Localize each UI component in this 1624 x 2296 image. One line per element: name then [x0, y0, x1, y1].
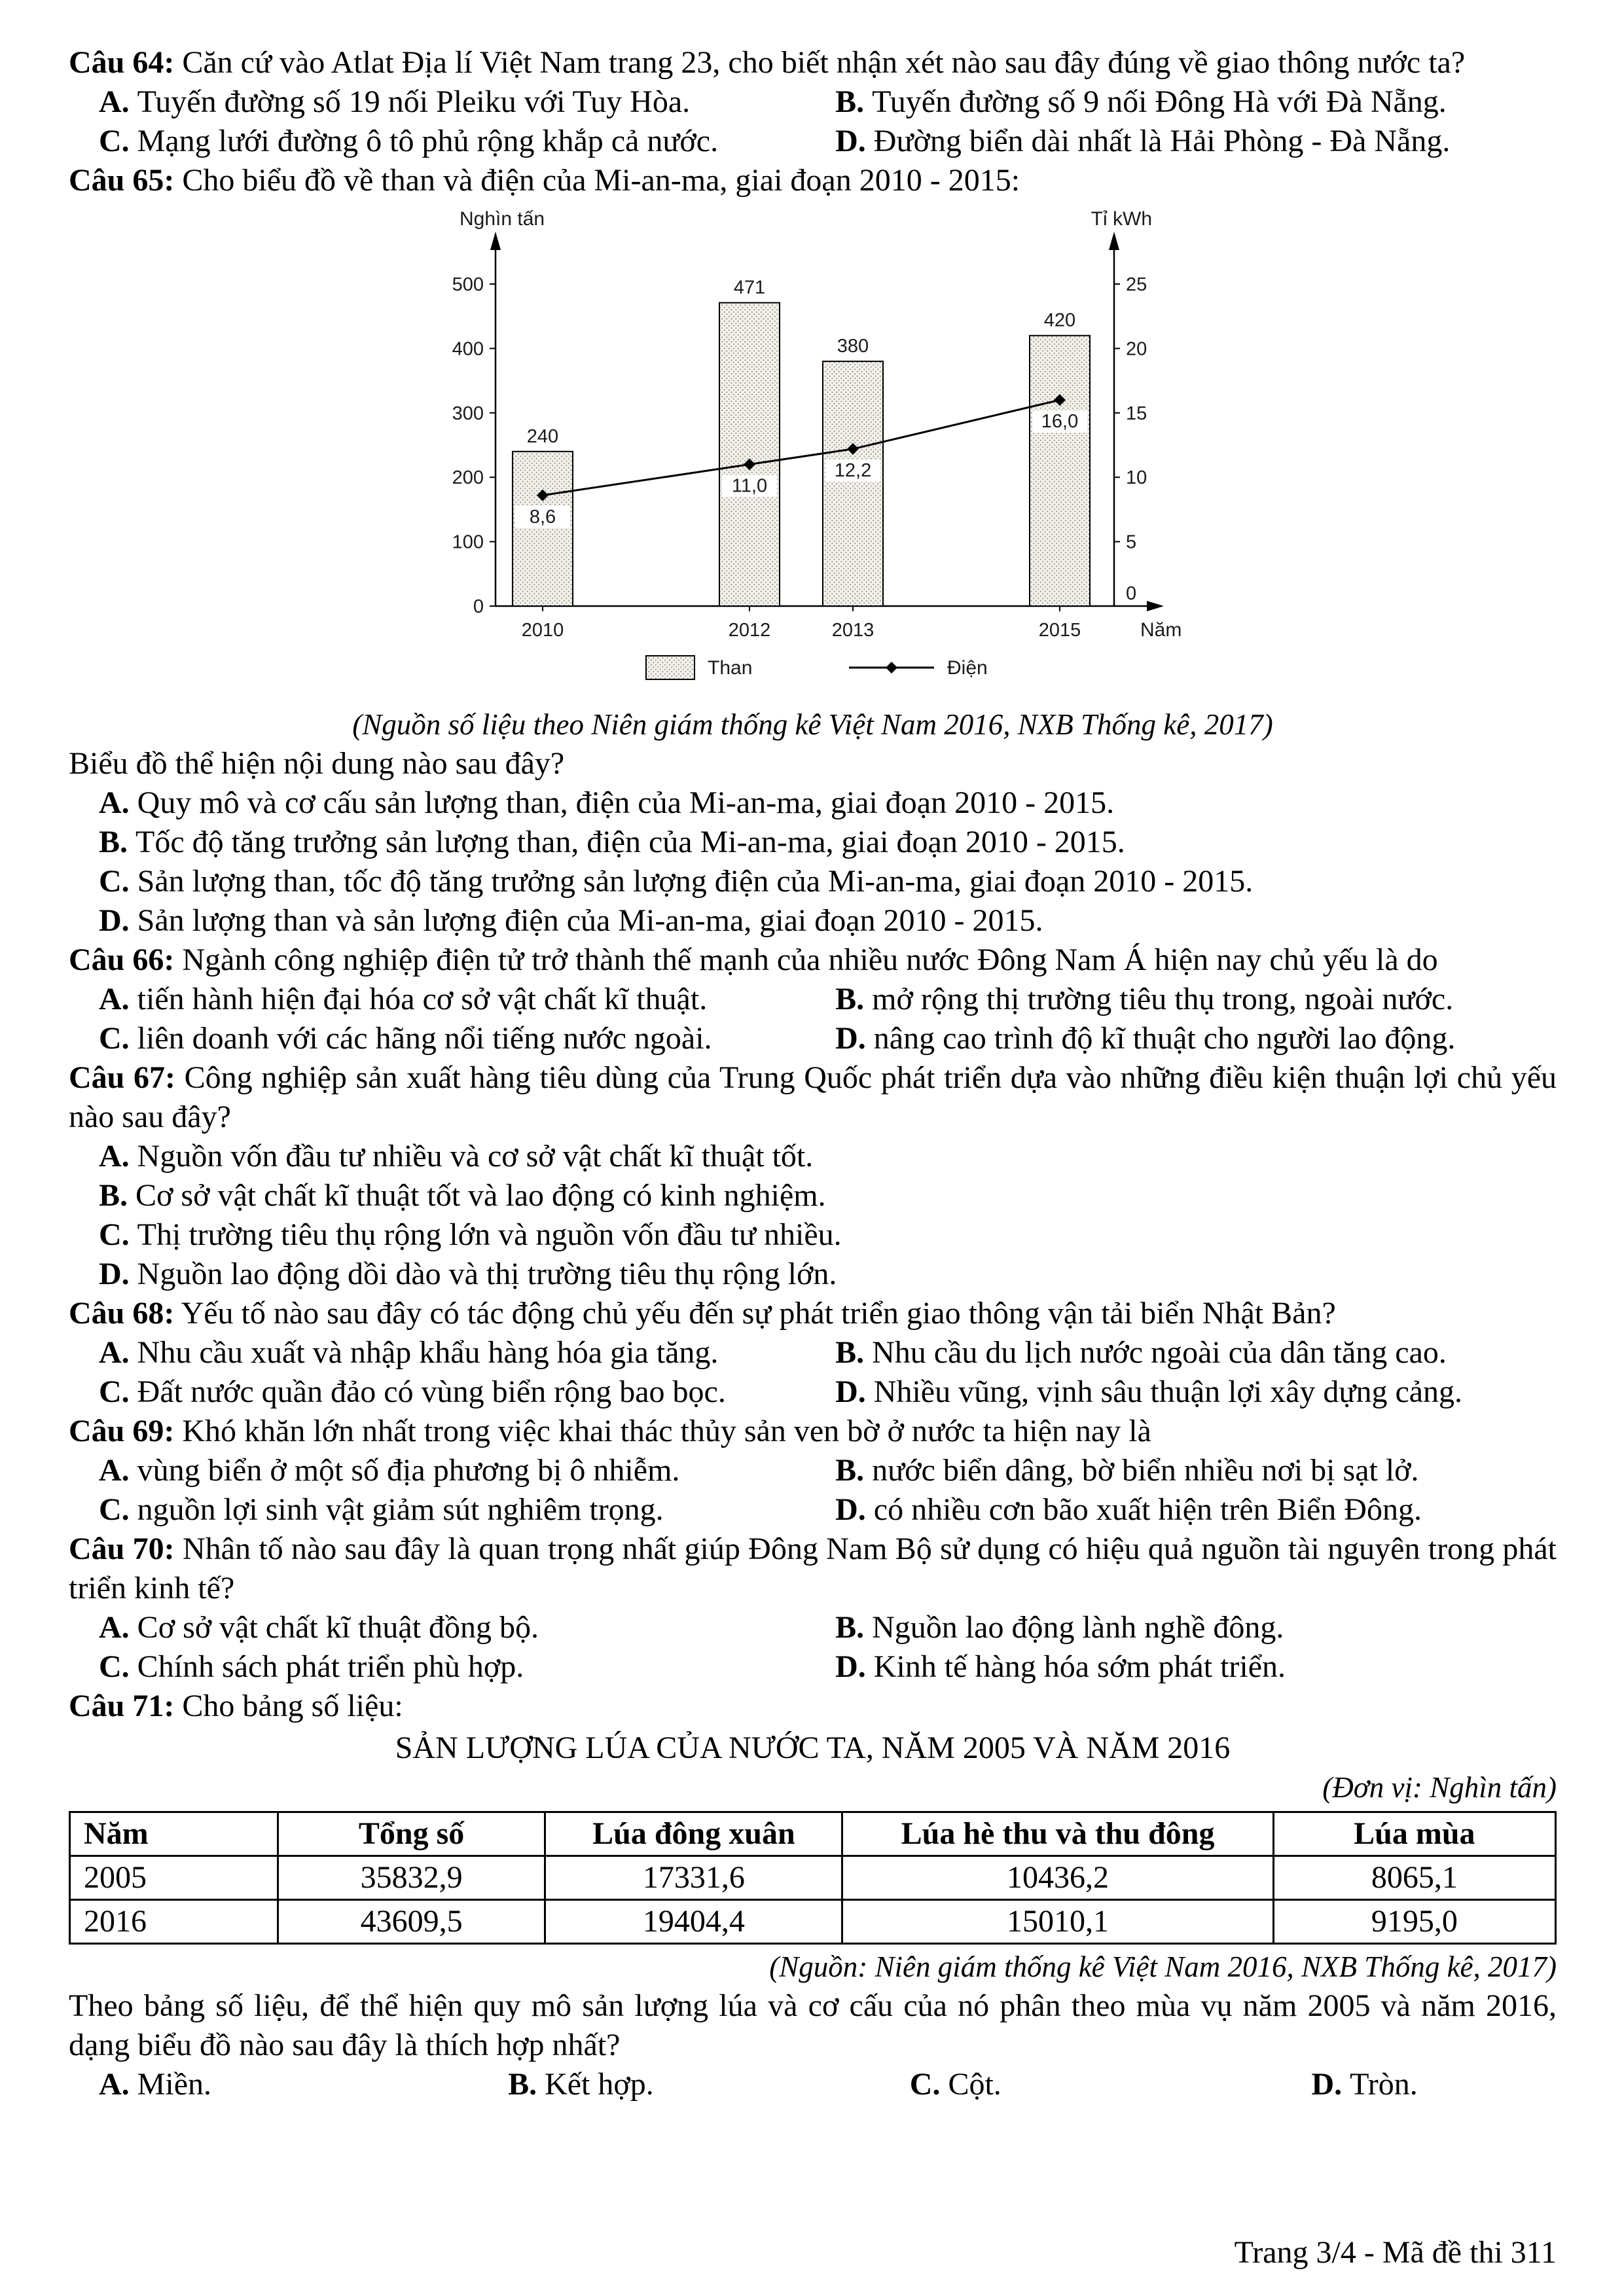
- cell-dong-xuan: 19404,4: [545, 1900, 842, 1944]
- option-a: [69, 1451, 805, 1490]
- option-b: [805, 82, 1557, 122]
- option-c: [69, 1019, 805, 1058]
- question-text: Ngành công nghiệp điện tử trở thành thế mạnh của nhiều nước Đông Nam Á hiện nay chủ yếu là do: [182, 942, 1438, 977]
- option-d: [805, 122, 1557, 161]
- option-text: nguồn lợi sinh vật giảm sút nghiêm trọng.: [137, 1492, 664, 1527]
- cell-year: 2016: [70, 1900, 278, 1944]
- option-text: có nhiều cơn bão xuất hiện trên Biển Đông.: [873, 1492, 1422, 1527]
- option-c: [69, 1647, 805, 1687]
- option-text: Miền.: [137, 2067, 211, 2102]
- option-letter: B .: [835, 84, 872, 119]
- option-letter: C .: [99, 864, 137, 899]
- option-letter: C .: [99, 124, 137, 158]
- option-text: Tuyến đường số 19 nối Pleiku với Tuy Hòa.: [137, 84, 691, 119]
- option-text: Nguồn lao động lành nghề đông.: [872, 1610, 1284, 1645]
- question-67: [69, 1058, 1557, 1294]
- option-c: [69, 1215, 1557, 1255]
- question-number: Câu 64:: [69, 45, 175, 80]
- option-letter: B .: [835, 1610, 872, 1645]
- question-stem: [69, 43, 1557, 82]
- option-d: [1281, 2065, 1557, 2104]
- option-text: Thị trường tiêu thụ rộng lớn và nguồn vốn đầu tư nhiều.: [137, 1217, 842, 1252]
- option-text: vùng biển ở một số địa phương bị ô nhiễm.: [137, 1453, 680, 1488]
- svg-text:100: 100: [452, 531, 484, 553]
- svg-text:240: 240: [526, 425, 558, 447]
- option-c: [69, 862, 1557, 901]
- options: [69, 980, 1557, 1058]
- svg-text:15: 15: [1125, 403, 1147, 424]
- option-a: [69, 783, 1557, 823]
- option-text: Mạng lưới đường ô tô phủ rộng khắp cả nước.: [137, 124, 719, 158]
- option-text: Cơ sở vật chất kĩ thuật đồng bộ.: [137, 1610, 539, 1645]
- option-letter: D .: [99, 903, 137, 938]
- question-stem: [69, 161, 1557, 200]
- option-text: Nguồn vốn đầu tư nhiều và cơ sở vật chất kĩ thuật tốt.: [137, 1139, 814, 1174]
- rice-production-table: [69, 1811, 1557, 1945]
- option-text: mở rộng thị trường tiêu thụ trong, ngoài nước.: [872, 982, 1454, 1016]
- svg-text:16,0: 16,0: [1041, 411, 1078, 433]
- option-letter: C .: [99, 1374, 137, 1409]
- svg-text:2015: 2015: [1038, 620, 1081, 641]
- col-header: Tổng số: [278, 1812, 545, 1856]
- question-text: Nhân tố nào sau đây là quan trọng nhất giúp Đông Nam Bộ sử dụng có hiệu quả nguồn tài nguyên trong phát triển kinh tế?: [69, 1532, 1557, 1605]
- option-letter: A .: [99, 2067, 137, 2102]
- option-text: Nhu cầu du lịch nước ngoài của dân tăng cao.: [872, 1335, 1447, 1370]
- sub-question: Theo bảng số liệu, để thể hiện quy mô sản lượng lúa và cơ cấu của nó phân theo mùa vụ năm 2005 và năm 2016, dạng biểu đồ nào sau đây là thích hợp nhất?: [69, 1988, 1557, 2062]
- question-text: Khó khăn lớn nhất trong việc khai thác thủy sản ven bờ ở nước ta hiện nay là: [182, 1414, 1151, 1448]
- question-stem: [69, 1412, 1557, 1451]
- question-number: Câu 69:: [69, 1414, 175, 1448]
- option-a: [69, 2065, 478, 2104]
- svg-text:11,0: 11,0: [731, 475, 767, 497]
- option-letter: B .: [835, 1335, 872, 1370]
- table-title: SẢN LƯỢNG LÚA CỦA NƯỚC TA, NĂM 2005 VÀ NĂM 2016: [395, 1731, 1231, 1765]
- option-d: [805, 1490, 1557, 1530]
- options: [69, 783, 1557, 941]
- svg-text:Năm: Năm: [1140, 619, 1182, 641]
- svg-text:0: 0: [1125, 583, 1136, 604]
- option-d: [805, 1647, 1557, 1687]
- svg-text:300: 300: [452, 403, 484, 424]
- option-c: [69, 1490, 805, 1530]
- svg-text:25: 25: [1125, 274, 1147, 295]
- question-number: Câu 68:: [69, 1296, 175, 1331]
- option-letter: C .: [910, 2067, 948, 2102]
- option-b: [69, 1176, 1557, 1215]
- chart-block: [69, 206, 1557, 705]
- svg-text:2010: 2010: [521, 620, 564, 641]
- option-b: [805, 1608, 1557, 1647]
- option-text: Sản lượng than và sản lượng điện của Mi-an-ma, giai đoạn 2010 - 2015.: [137, 903, 1043, 938]
- option-text: Sản lượng than, tốc độ tăng trưởng sản lượng điện của Mi-an-ma, giai đoạn 2010 - 2015.: [137, 864, 1254, 899]
- option-letter: D .: [1311, 2067, 1350, 2102]
- svg-text:500: 500: [452, 274, 484, 295]
- table-header-row: [70, 1812, 1556, 1856]
- option-b: [805, 1333, 1557, 1372]
- option-b: [805, 1451, 1557, 1490]
- option-d: [69, 901, 1557, 941]
- options: [69, 1333, 1557, 1412]
- cell-dong-xuan: 17331,6: [545, 1856, 842, 1900]
- option-letter: D .: [835, 1021, 874, 1056]
- option-a: [69, 980, 805, 1019]
- option-a: [69, 1333, 805, 1372]
- svg-text:0: 0: [473, 596, 484, 617]
- question-text: Cho bảng số liệu:: [182, 1689, 403, 1723]
- svg-text:Tỉ kWh: Tỉ kWh: [1091, 208, 1152, 230]
- svg-text:2012: 2012: [728, 620, 770, 641]
- question-stem: [69, 1058, 1557, 1137]
- option-b: [478, 2065, 880, 2104]
- chart-source: (Nguồn số liệu theo Niên giám thống kê Việt Nam 2016, NXB Thống kê, 2017): [352, 708, 1273, 741]
- option-letter: A .: [99, 1335, 137, 1370]
- question-number: Câu 67:: [69, 1060, 175, 1095]
- option-text: Nguồn lao động dồi dào và thị trường tiêu thụ rộng lớn.: [137, 1257, 837, 1291]
- option-letter: A .: [99, 84, 137, 119]
- option-letter: B .: [835, 982, 872, 1016]
- option-a: [69, 1608, 805, 1647]
- option-c: [69, 1372, 805, 1412]
- question-text: Cho biểu đồ về than và điện của Mi-an-ma, giai đoạn 2010 - 2015:: [182, 163, 1020, 198]
- question-stem: [69, 1294, 1557, 1333]
- option-d: [805, 1019, 1557, 1058]
- option-text: nước biển dâng, bờ biển nhiều nơi bị sạt lở.: [872, 1453, 1419, 1488]
- table-source: (Nguồn: Niên giám thống kê Việt Nam 2016, NXB Thống kê, 2017): [769, 1950, 1557, 1983]
- option-c: [880, 2065, 1282, 2104]
- option-text: tiến hành hiện đại hóa cơ sở vật chất kĩ thuật.: [137, 982, 708, 1016]
- cell-he-thu: 15010,1: [842, 1900, 1273, 1944]
- svg-text:200: 200: [452, 467, 484, 489]
- question-69: [69, 1412, 1557, 1530]
- option-letter: A .: [99, 982, 137, 1016]
- option-d: [69, 1255, 1557, 1294]
- question-stem: [69, 1687, 1557, 1726]
- svg-text:Than: Than: [707, 657, 752, 679]
- svg-text:Điện: Điện: [947, 657, 988, 679]
- svg-text:5: 5: [1125, 531, 1136, 553]
- options: [69, 2065, 1557, 2104]
- cell-total: 35832,9: [278, 1856, 545, 1900]
- cell-year: 2005: [70, 1856, 278, 1900]
- option-letter: D .: [835, 1492, 874, 1527]
- svg-text:10: 10: [1125, 467, 1147, 489]
- option-a: [69, 1137, 1557, 1176]
- col-header: Lúa hè thu và thu đông: [842, 1812, 1273, 1856]
- page-footer: Trang 3/4 - Mã đề thi 311: [1234, 2235, 1557, 2270]
- option-text: Tuyến đường số 9 nối Đông Hà với Đà Nẵng.: [872, 84, 1447, 119]
- question-text: Yếu tố nào sau đây có tác động chủ yếu đến sự phát triển giao thông vận tải biển Nhật Bản?: [181, 1296, 1336, 1331]
- option-letter: B .: [99, 1178, 135, 1213]
- col-header: Lúa đông xuân: [545, 1812, 842, 1856]
- than-dien-combo-chart: [430, 206, 1196, 695]
- option-a: [69, 82, 805, 122]
- question-text: Căn cứ vào Atlat Địa lí Việt Nam trang 23, cho biết nhận xét nào sau đây đúng về giao thông nước ta?: [182, 45, 1466, 80]
- question-64: [69, 43, 1557, 161]
- option-text: Tròn.: [1350, 2067, 1418, 2102]
- option-letter: A .: [99, 1453, 137, 1488]
- options: [69, 1608, 1557, 1687]
- cell-mua: 9195,0: [1273, 1900, 1555, 1944]
- question-number: Câu 70:: [69, 1532, 175, 1566]
- option-text: Tốc độ tăng trưởng sản lượng than, điện của Mi-an-ma, giai đoạn 2010 - 2015.: [135, 825, 1125, 859]
- option-b: [805, 980, 1557, 1019]
- sub-question: Biểu đồ thể hiện nội dung nào sau đây?: [69, 746, 565, 781]
- table-row: [70, 1856, 1556, 1900]
- option-letter: C .: [99, 1021, 137, 1056]
- question-stem: [69, 1530, 1557, 1608]
- svg-text:12,2: 12,2: [834, 459, 871, 481]
- question-stem: [69, 941, 1557, 980]
- option-text: Kinh tế hàng hóa sớm phát triển.: [873, 1649, 1286, 1684]
- option-b: [69, 823, 1557, 862]
- option-d: [805, 1372, 1557, 1412]
- option-letter: D .: [835, 124, 874, 158]
- table-row: [70, 1900, 1556, 1944]
- question-number: Câu 71:: [69, 1689, 175, 1723]
- question-68: [69, 1294, 1557, 1412]
- svg-text:400: 400: [452, 338, 484, 360]
- option-letter: A .: [99, 1139, 137, 1174]
- svg-text:420: 420: [1043, 310, 1075, 331]
- cell-total: 43609,5: [278, 1900, 545, 1944]
- option-text: Nhu cầu xuất và nhập khẩu hàng hóa gia tăng.: [137, 1335, 719, 1370]
- option-text: nâng cao trình độ kĩ thuật cho người lao động.: [873, 1021, 1456, 1056]
- options: [69, 82, 1557, 161]
- option-letter: B .: [835, 1453, 872, 1488]
- option-letter: C .: [99, 1492, 137, 1527]
- option-c: [69, 122, 805, 161]
- svg-text:2013: 2013: [831, 620, 874, 641]
- svg-text:380: 380: [837, 336, 869, 357]
- question-text: Công nghiệp sản xuất hàng tiêu dùng của Trung Quốc phát triển dựa vào những điều kiện thuận lợi chủ yếu nào sau đây?: [69, 1060, 1557, 1134]
- cell-he-thu: 10436,2: [842, 1856, 1273, 1900]
- option-text: Cột.: [948, 2067, 1001, 2102]
- col-header: Lúa mùa: [1273, 1812, 1555, 1856]
- option-letter: C .: [99, 1649, 137, 1684]
- cell-mua: 8065,1: [1273, 1856, 1555, 1900]
- option-text: Quy mô và cơ cấu sản lượng than, điện của Mi-an-ma, giai đoạn 2010 - 2015.: [137, 785, 1115, 820]
- option-text: Nhiều vũng, vịnh sâu thuận lợi xây dựng cảng.: [873, 1374, 1463, 1409]
- question-number: Câu 65:: [69, 163, 175, 198]
- question-65: [69, 161, 1557, 941]
- svg-text:20: 20: [1125, 338, 1147, 360]
- option-letter: C .: [99, 1217, 137, 1252]
- table-unit-note: (Đơn vị: Nghìn tấn): [1322, 1771, 1557, 1804]
- question-66: [69, 941, 1557, 1058]
- option-text: liên doanh với các hãng nổi tiếng nước ngoài.: [137, 1021, 712, 1056]
- svg-text:8,6: 8,6: [529, 506, 556, 528]
- options: [69, 1451, 1557, 1530]
- option-letter: A .: [99, 785, 137, 820]
- option-letter: D .: [835, 1649, 874, 1684]
- option-letter: D .: [835, 1374, 874, 1409]
- col-header: Năm: [70, 1812, 278, 1856]
- question-71: [69, 1687, 1557, 2104]
- question-number: Câu 66:: [69, 942, 175, 977]
- option-text: Kết hợp.: [545, 2067, 654, 2102]
- svg-text:Nghìn tấn: Nghìn tấn: [459, 208, 545, 230]
- option-letter: B .: [508, 2067, 545, 2102]
- option-letter: A .: [99, 1610, 137, 1645]
- option-text: Chính sách phát triển phù hợp.: [137, 1649, 524, 1684]
- option-letter: B .: [99, 825, 135, 859]
- options: [69, 1137, 1557, 1294]
- option-letter: D .: [99, 1257, 137, 1291]
- svg-text:471: 471: [733, 277, 765, 298]
- option-text: Đất nước quần đảo có vùng biển rộng bao bọc.: [137, 1374, 726, 1409]
- option-text: Đường biển dài nhất là Hải Phòng - Đà Nẵng.: [873, 124, 1451, 158]
- question-70: [69, 1530, 1557, 1687]
- option-text: Cơ sở vật chất kĩ thuật tốt và lao động có kinh nghiệm.: [135, 1178, 826, 1213]
